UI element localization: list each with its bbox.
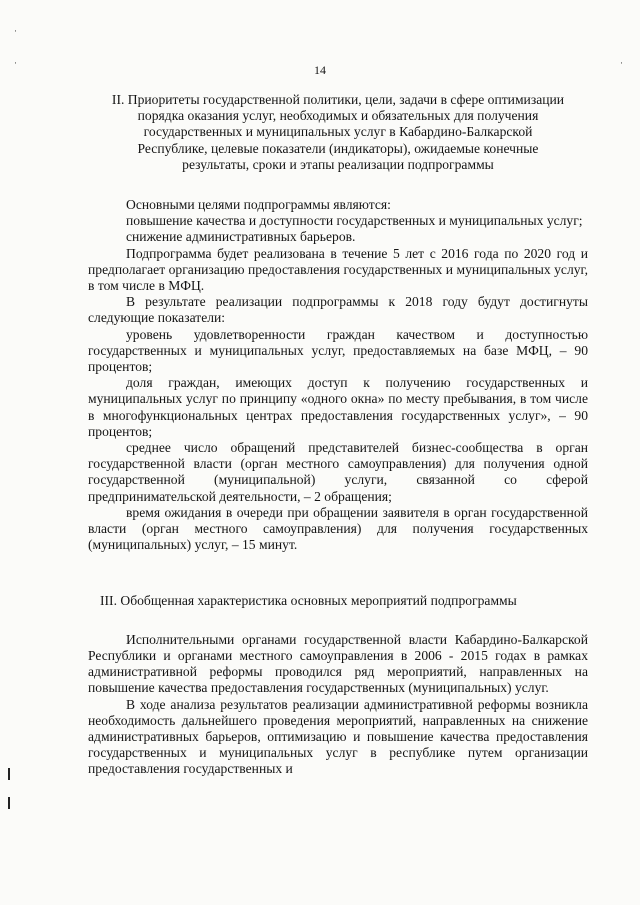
paragraph: время ожидания в очереди при обращении заявителя в орган государственной власти (орган местного самоуправления) для получения государственных (муниципальных) услуг, – 15 минут.: [88, 504, 588, 553]
paragraph: Подпрограмма будет реализована в течение 5 лет с 2016 года по 2020 год и предполагает организацию предоставления государственных и муниципальных услуг, в том числе в МФЦ.: [88, 245, 588, 294]
paragraph: В ходе анализа результатов реализации административной реформы возникла необходимость дальнейшего проведения мероприятий, направленных на снижение административных барьеров, оптимизацию и повышение качества предоставления государственных и муниципальных услуг в республике путем организации предоставления государственных и: [88, 696, 588, 777]
paragraph: снижение административных барьеров.: [126, 229, 356, 245]
paragraph: доля граждан, имеющих доступ к получению государственных и муниципальных услуг по принципу «одного окна» по месту пребывания, в том числе в многофункциональных центрах предоставления государственных услуг», – 90 процентов;: [88, 375, 588, 439]
section-3-heading: III. Обобщенная характеристика основных мероприятий подпрограммы: [100, 593, 517, 609]
heading-line: Республике, целевые показатели (индикаторы), ожидаемые конечные: [137, 140, 539, 156]
scan-speck: ·: [620, 58, 623, 68]
heading-line: результаты, сроки и этапы реализации подпрограммы: [182, 156, 494, 172]
section-2-heading: [88, 92, 588, 173]
scan-speck: ·: [14, 26, 17, 36]
paragraph: Основными целями подпрограммы являются:: [126, 197, 391, 213]
paragraph: повышение качества и доступности государственных и муниципальных услуг;: [126, 213, 583, 229]
heading-line: II. Приоритеты государственной политики, цели, задачи в сфере оптимизации: [111, 92, 565, 107]
document-body: [88, 92, 588, 778]
paragraph: В результате реализации подпрограммы к 2018 году будут достигнуты следующие показатели:: [88, 294, 588, 326]
page-number: 14: [314, 63, 326, 77]
paragraph: уровень удовлетворенности граждан качеством и доступностью государственных и муниципальных услуг, предоставляемых на базе МФЦ, – 90 процентов;: [88, 326, 588, 375]
scan-margin-mark: [8, 768, 10, 780]
scan-speck: ·: [14, 58, 17, 68]
heading-line: порядка оказания услуг, необходимых и обязательных для получения: [137, 108, 539, 124]
paragraph: Исполнительными органами государственной власти Кабардино-Балкарской Республики и органами местного самоуправления в 2006 - 2015 годах в рамках административной реформы проводился ряд мероприятий, направленных на повышение качества предоставления государственных (муниципальных) услуг.: [88, 631, 588, 696]
heading-line: государственных и муниципальных услуг в Кабардино-Балкарской: [143, 124, 533, 140]
paragraph: среднее число обращений представителей бизнес-сообщества в орган государственной власти (орган местного самоуправления) для получения одной государственной (муниципальной) услуги, связанной со сферой предпринимательской деятельности, – 2 обращения;: [88, 440, 588, 504]
scan-margin-mark: [8, 797, 10, 809]
